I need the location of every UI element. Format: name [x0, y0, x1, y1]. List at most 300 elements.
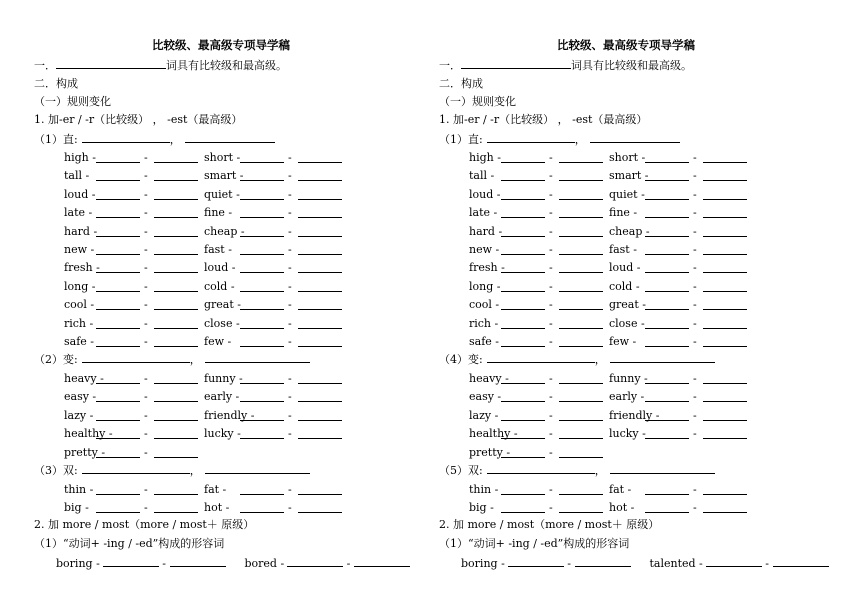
answer-blank[interactable]	[154, 152, 198, 163]
part-double: （3）双: ，	[34, 463, 310, 478]
answer-blank[interactable]	[610, 352, 715, 363]
answer-blank[interactable]	[703, 189, 747, 200]
answer-blank[interactable]	[559, 318, 603, 329]
answer-blank[interactable]	[645, 373, 689, 384]
answer-blank[interactable]	[82, 352, 190, 363]
answer-blank[interactable]	[706, 556, 762, 567]
answer-blank[interactable]	[645, 428, 689, 439]
dash-separator: -	[693, 187, 697, 201]
word-label: early -	[204, 390, 240, 404]
word-label: short -	[204, 151, 241, 164]
dash-separator: -	[693, 206, 697, 220]
dash-separator: -	[144, 408, 148, 422]
answer-blank[interactable]	[559, 391, 603, 402]
word-label: hot -	[204, 501, 230, 515]
dash-separator: -	[144, 390, 148, 404]
answer-blank[interactable]	[240, 226, 284, 237]
answer-blank[interactable]	[703, 410, 747, 421]
answer-blank[interactable]	[645, 244, 689, 255]
answer-blank[interactable]	[96, 502, 140, 513]
word-label: tall -	[469, 169, 495, 183]
word-label: new -	[64, 243, 95, 256]
answer-blank[interactable]	[96, 281, 140, 292]
answer-blank[interactable]	[103, 556, 159, 567]
word-label: great -	[204, 298, 242, 312]
answer-blank[interactable]	[154, 410, 198, 421]
rule-er-est: 1. 加-er / -r（比较级） ， -est（最高级）	[34, 113, 243, 126]
word-label: boring -	[461, 557, 505, 570]
answer-blank[interactable]	[154, 391, 198, 402]
dash-separator: -	[288, 187, 292, 201]
dash-separator: -	[693, 243, 697, 256]
word-label: late -	[64, 206, 93, 220]
word-label: close -	[609, 316, 645, 330]
answer-blank[interactable]	[96, 170, 140, 181]
answer-blank[interactable]	[559, 484, 603, 495]
word-label: few -	[609, 335, 637, 348]
dash-separator: -	[288, 372, 292, 385]
answer-blank[interactable]	[703, 152, 747, 163]
answer-blank[interactable]	[354, 556, 410, 567]
answer-blank[interactable]	[559, 170, 603, 181]
word-label: big -	[64, 501, 89, 515]
dash-separator: -	[693, 483, 697, 496]
word-label: pretty -	[64, 445, 106, 459]
dash-separator: -	[288, 390, 292, 404]
word-label: fresh -	[64, 261, 100, 275]
answer-blank[interactable]	[645, 391, 689, 402]
answer-blank[interactable]	[501, 447, 545, 458]
word-label: loud -	[609, 261, 641, 275]
answer-blank[interactable]	[501, 281, 545, 292]
answer-blank[interactable]	[240, 336, 284, 347]
answer-blank[interactable]	[487, 463, 595, 474]
answer-blank[interactable]	[501, 262, 545, 273]
answer-blank[interactable]	[96, 391, 140, 402]
answer-blank[interactable]	[559, 373, 603, 384]
answer-blank[interactable]	[96, 226, 140, 237]
answer-blank[interactable]	[703, 373, 747, 384]
dash-separator: -	[144, 243, 148, 256]
dash-separator: -	[288, 224, 292, 238]
answer-blank[interactable]	[645, 189, 689, 200]
answer-blank[interactable]	[154, 207, 198, 218]
question-two: 二．构成	[34, 77, 78, 90]
answer-blank[interactable]	[96, 410, 140, 421]
answer-blank[interactable]	[645, 262, 689, 273]
answer-blank[interactable]	[559, 410, 603, 421]
answer-blank[interactable]	[487, 352, 595, 363]
dash-separator: -	[144, 151, 148, 164]
answer-blank[interactable]	[240, 391, 284, 402]
answer-blank[interactable]	[298, 336, 342, 347]
answer-blank[interactable]	[205, 352, 310, 363]
answer-blank[interactable]	[501, 226, 545, 237]
answer-blank[interactable]	[645, 502, 689, 513]
answer-blank[interactable]	[96, 244, 140, 255]
answer-blank[interactable]	[240, 170, 284, 181]
answer-blank[interactable]	[298, 152, 342, 163]
word-label: heavy -	[64, 372, 104, 385]
dash-separator: -	[288, 408, 292, 422]
worksheet-left	[34, 0, 434, 608]
word-label: cool -	[469, 298, 500, 312]
word-label: hard -	[469, 224, 503, 238]
word-label: fresh -	[469, 261, 505, 275]
dash-separator: -	[288, 427, 292, 441]
dash-separator: -	[549, 408, 553, 422]
answer-blank[interactable]	[154, 502, 198, 513]
answer-blank[interactable]	[559, 189, 603, 200]
word-label: great -	[609, 298, 647, 312]
word-label: funny -	[204, 372, 243, 385]
word-label: close -	[204, 316, 240, 330]
word-label: fat -	[204, 483, 227, 496]
question-two: 二．构成	[439, 77, 483, 90]
answer-blank[interactable]	[82, 463, 190, 474]
answer-blank[interactable]	[645, 281, 689, 292]
word-label: lazy -	[469, 408, 499, 422]
answer-blank[interactable]	[645, 299, 689, 310]
answer-blank[interactable]	[96, 336, 140, 347]
answer-blank[interactable]	[240, 299, 284, 310]
dash-separator: -	[549, 224, 553, 238]
answer-blank[interactable]	[154, 262, 198, 273]
answer-blank[interactable]	[96, 207, 140, 218]
part-label: （3）双:	[34, 464, 78, 477]
answer-blank[interactable]	[240, 373, 284, 384]
part-label: （1）直:	[34, 133, 78, 146]
word-label: new -	[469, 243, 500, 256]
answer-blank[interactable]	[96, 189, 140, 200]
dash-separator: -	[288, 169, 292, 183]
answer-blank[interactable]	[501, 299, 545, 310]
answer-blank[interactable]	[703, 170, 747, 181]
dash-separator: -	[693, 224, 697, 238]
word-label: fast -	[609, 243, 637, 256]
word-label: fine -	[609, 206, 638, 220]
word-label: heavy -	[469, 372, 509, 385]
part-direct: （1）直: ，	[439, 132, 680, 147]
word-label: loud -	[204, 261, 236, 275]
dash-separator: -	[693, 335, 697, 348]
word-label: high -	[469, 151, 501, 164]
word-label: loud -	[469, 187, 501, 201]
answer-blank[interactable]	[96, 318, 140, 329]
answer-blank[interactable]	[240, 262, 284, 273]
word-label: talented -	[649, 557, 703, 570]
answer-blank[interactable]	[559, 262, 603, 273]
dash-separator: -	[693, 501, 697, 515]
answer-blank[interactable]	[154, 189, 198, 200]
answer-blank[interactable]	[501, 484, 545, 495]
answer-blank[interactable]	[96, 373, 140, 384]
answer-blank[interactable]	[240, 152, 284, 163]
part-label: （4）变:	[439, 353, 483, 366]
dash-separator: -	[549, 279, 553, 293]
word-label: cool -	[64, 298, 95, 312]
answer-blank[interactable]	[298, 262, 342, 273]
word-label: rich -	[64, 316, 94, 330]
answer-blank[interactable]	[240, 410, 284, 421]
dash-separator: -	[144, 445, 148, 459]
dash-separator: -	[549, 187, 553, 201]
word-label: hard -	[64, 224, 98, 238]
answer-blank[interactable]	[154, 373, 198, 384]
answer-blank[interactable]	[487, 132, 575, 143]
answer-blank[interactable]	[154, 244, 198, 255]
word-label: pretty -	[469, 445, 511, 459]
answer-blank[interactable]	[645, 170, 689, 181]
word-label: loud -	[64, 187, 96, 201]
dash-separator: -	[693, 169, 697, 183]
dash-separator: -	[288, 151, 292, 164]
dash-separator: -	[549, 206, 553, 220]
answer-blank[interactable]	[298, 281, 342, 292]
dash-separator: -	[549, 335, 553, 348]
word-label: short -	[609, 151, 646, 164]
answer-blank[interactable]	[703, 207, 747, 218]
answer-blank[interactable]	[559, 281, 603, 292]
word-label: safe -	[64, 335, 94, 348]
dash-separator: -	[144, 427, 148, 441]
dash-separator: -	[288, 316, 292, 330]
answer-blank[interactable]	[154, 281, 198, 292]
answer-blank[interactable]	[773, 556, 829, 567]
answer-blank[interactable]	[501, 244, 545, 255]
answer-blank[interactable]	[501, 373, 545, 384]
answer-blank[interactable]	[501, 207, 545, 218]
word-label: hot -	[609, 501, 635, 515]
answer-blank[interactable]	[703, 318, 747, 329]
dash-separator: -	[693, 372, 697, 385]
answer-blank[interactable]	[298, 484, 342, 495]
answer-blank[interactable]	[56, 58, 166, 69]
word-label: bored -	[244, 557, 285, 570]
answer-blank[interactable]	[96, 447, 140, 458]
answer-blank[interactable]	[298, 189, 342, 200]
answer-blank[interactable]	[170, 556, 226, 567]
answer-blank[interactable]	[645, 410, 689, 421]
answer-blank[interactable]	[96, 299, 140, 310]
word-label: fine -	[204, 206, 233, 220]
answer-blank[interactable]	[559, 428, 603, 439]
answer-blank[interactable]	[559, 244, 603, 255]
answer-blank[interactable]	[154, 428, 198, 439]
dash-separator: -	[549, 151, 553, 164]
answer-blank[interactable]	[298, 318, 342, 329]
answer-blank[interactable]	[461, 58, 571, 69]
part-change: （2）变: ，	[34, 352, 310, 367]
answer-blank[interactable]	[501, 152, 545, 163]
answer-blank[interactable]	[703, 391, 747, 402]
answer-blank[interactable]	[298, 502, 342, 513]
part-double: （5）双: ，	[439, 463, 715, 478]
dash-separator: -	[693, 298, 697, 312]
q1-text: 词具有比较级和最高级。	[166, 59, 287, 72]
dash-separator: -	[144, 206, 148, 220]
section-regular: （一）规则变化	[439, 95, 516, 108]
word-label: late -	[469, 206, 498, 220]
answer-blank[interactable]	[703, 262, 747, 273]
answer-blank[interactable]	[590, 132, 680, 143]
answer-blank[interactable]	[559, 152, 603, 163]
q1-text: 词具有比较级和最高级。	[571, 59, 692, 72]
answer-blank[interactable]	[575, 556, 631, 567]
answer-blank[interactable]	[298, 299, 342, 310]
dash-separator: -	[693, 261, 697, 275]
answer-blank[interactable]	[703, 336, 747, 347]
dash-separator: -	[288, 279, 292, 293]
word-label: cold -	[609, 279, 640, 293]
rule-er-est: 1. 加-er / -r（比较级） ， -est（最高级）	[439, 113, 648, 126]
answer-blank[interactable]	[96, 262, 140, 273]
dash-separator: -	[549, 298, 553, 312]
dash-separator: -	[288, 206, 292, 220]
answer-blank[interactable]	[298, 410, 342, 421]
dash-separator: -	[144, 501, 148, 515]
answer-blank[interactable]	[287, 556, 343, 567]
answer-blank[interactable]	[154, 484, 198, 495]
answer-blank[interactable]	[240, 318, 284, 329]
answer-blank[interactable]	[559, 336, 603, 347]
word-label: quiet -	[609, 187, 645, 201]
answer-blank[interactable]	[501, 170, 545, 181]
part-ing-ed: （1）“动词+ -ing / -ed”构成的形容词	[439, 537, 630, 550]
q1-number: 一．	[439, 59, 461, 72]
dash-separator: -	[144, 224, 148, 238]
answer-blank[interactable]	[240, 281, 284, 292]
word-label: healthy -	[469, 427, 518, 441]
dash-separator: -	[144, 169, 148, 183]
answer-blank[interactable]	[185, 132, 275, 143]
word-label: thin -	[469, 483, 499, 496]
word-label: quiet -	[204, 187, 240, 201]
dash-separator: -	[693, 151, 697, 164]
part-ing-ed: （1）“动词+ -ing / -ed”构成的形容词	[34, 537, 225, 550]
dash-separator: -	[549, 390, 553, 404]
answer-blank[interactable]	[501, 189, 545, 200]
answer-blank[interactable]	[501, 428, 545, 439]
answer-blank[interactable]	[240, 189, 284, 200]
answer-blank[interactable]	[703, 502, 747, 513]
answer-blank[interactable]	[154, 170, 198, 181]
answer-blank[interactable]	[240, 484, 284, 495]
dash-separator: -	[549, 427, 553, 441]
word-label: healthy -	[64, 427, 113, 441]
answer-blank[interactable]	[96, 428, 140, 439]
answer-blank[interactable]	[154, 447, 198, 458]
dash-separator: -	[144, 298, 148, 312]
answer-blank[interactable]	[559, 502, 603, 513]
word-label: cold -	[204, 279, 235, 293]
dash-separator: -	[693, 279, 697, 293]
answer-blank[interactable]	[703, 281, 747, 292]
dash-separator: -	[549, 372, 553, 385]
word-label: lazy -	[64, 408, 94, 422]
answer-blank[interactable]	[501, 502, 545, 513]
last-row: boring - - talented - -	[461, 556, 829, 571]
word-label: few -	[204, 335, 232, 348]
word-label: rich -	[469, 316, 499, 330]
dash-separator: -	[144, 483, 148, 496]
answer-blank[interactable]	[703, 244, 747, 255]
worksheet-title: 比较级、最高级专项导学稿	[557, 38, 695, 52]
dash-separator: -	[549, 169, 553, 183]
last-row: boring - - bored - -	[56, 556, 410, 571]
question-one	[34, 58, 287, 73]
dash-separator: -	[549, 501, 553, 515]
answer-blank[interactable]	[298, 226, 342, 237]
answer-blank[interactable]	[240, 207, 284, 218]
answer-blank[interactable]	[559, 207, 603, 218]
answer-blank[interactable]	[559, 226, 603, 237]
answer-blank[interactable]	[240, 502, 284, 513]
answer-blank[interactable]	[645, 152, 689, 163]
answer-blank[interactable]	[703, 484, 747, 495]
rule-more-most: 2. 加 more / most（more / most＋ 原级）	[34, 518, 255, 531]
answer-blank[interactable]	[610, 463, 715, 474]
answer-blank[interactable]	[154, 299, 198, 310]
answer-blank[interactable]	[501, 318, 545, 329]
answer-blank[interactable]	[559, 447, 603, 458]
word-label: lucky -	[204, 427, 241, 441]
dash-separator: -	[549, 316, 553, 330]
answer-blank[interactable]	[154, 318, 198, 329]
part-change: （4）变: ，	[439, 352, 715, 367]
answer-blank[interactable]	[298, 428, 342, 439]
answer-blank[interactable]	[154, 226, 198, 237]
answer-blank[interactable]	[645, 226, 689, 237]
answer-blank[interactable]	[205, 463, 310, 474]
dash-separator: -	[693, 316, 697, 330]
dash-separator: -	[549, 445, 553, 459]
answer-blank[interactable]	[501, 410, 545, 421]
answer-blank[interactable]	[501, 391, 545, 402]
answer-blank[interactable]	[645, 484, 689, 495]
word-label: safe -	[469, 335, 499, 348]
answer-blank[interactable]	[645, 318, 689, 329]
answer-blank[interactable]	[240, 428, 284, 439]
answer-blank[interactable]	[96, 484, 140, 495]
answer-blank[interactable]	[508, 556, 564, 567]
word-label: easy -	[469, 390, 502, 404]
answer-blank[interactable]	[82, 132, 170, 143]
answer-blank[interactable]	[559, 299, 603, 310]
answer-blank[interactable]	[298, 244, 342, 255]
dash-separator: -	[288, 335, 292, 348]
word-label: thin -	[64, 483, 94, 496]
word-label: high -	[64, 151, 96, 164]
answer-blank[interactable]	[298, 170, 342, 181]
answer-blank[interactable]	[298, 373, 342, 384]
word-label: smart -	[609, 169, 649, 183]
dash-separator: -	[549, 243, 553, 256]
part-label: （5）双:	[439, 464, 483, 477]
answer-blank[interactable]	[501, 336, 545, 347]
answer-blank[interactable]	[703, 428, 747, 439]
answer-blank[interactable]	[298, 207, 342, 218]
answer-blank[interactable]	[703, 299, 747, 310]
answer-blank[interactable]	[703, 226, 747, 237]
answer-blank[interactable]	[96, 152, 140, 163]
answer-blank[interactable]	[154, 336, 198, 347]
answer-blank[interactable]	[645, 207, 689, 218]
answer-blank[interactable]	[645, 336, 689, 347]
answer-blank[interactable]	[298, 391, 342, 402]
answer-blank[interactable]	[240, 244, 284, 255]
word-label: lucky -	[609, 427, 646, 441]
